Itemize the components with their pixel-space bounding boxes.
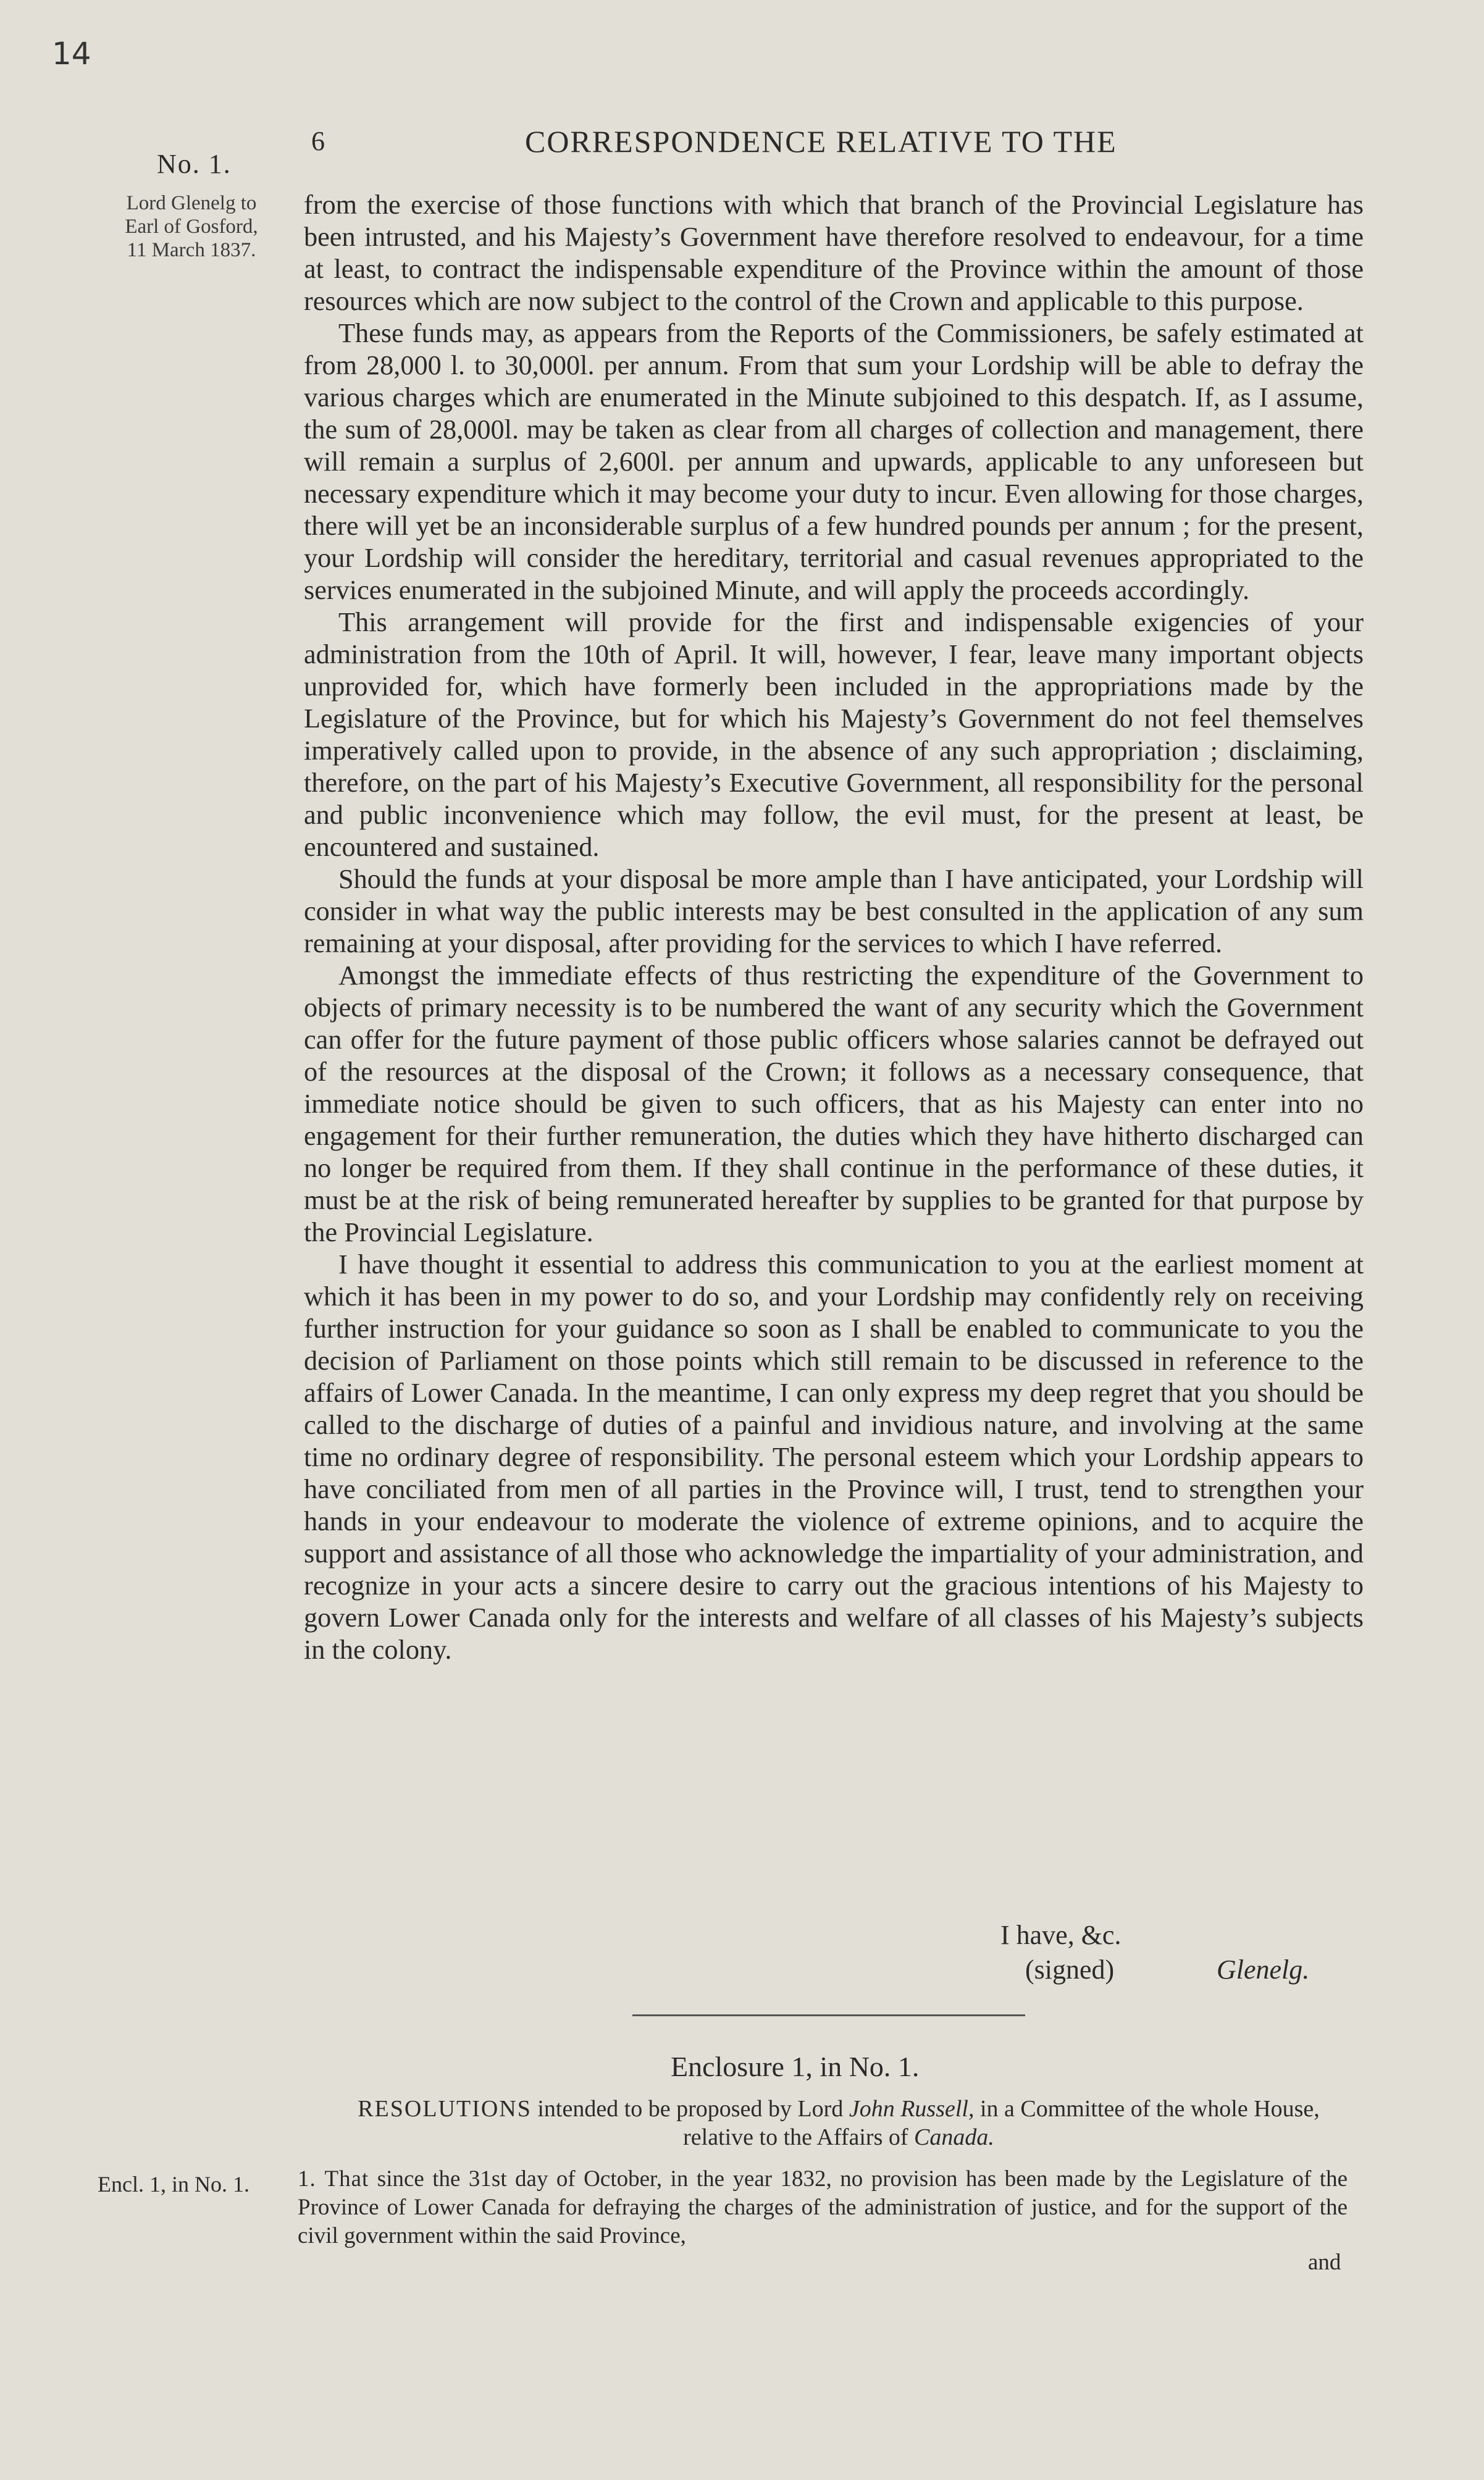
signature: Glenelg. <box>1217 1954 1310 1985</box>
margin-note-line: Earl of Gosford, <box>125 216 258 238</box>
margin-note-line: Lord Glenelg to <box>126 192 257 214</box>
resolution-paragraph <box>298 2165 1348 2250</box>
body-paragraph: I have thought it essential to address this communication to you at the earliest moment at which it has been in my power to do so, and your Lordship may confidently rely on receiving further instruction for your guidance so soon as I shall be enabled to communicate to you the decision of Parliament on those points which still remain to be discussed in reference to the affairs of Lower Canada. In the meantime, I can only express my deep regret that you should be called to the discharge of duties of a painful and invidious nature, and involving at the same time no ordinary degree of responsibility. The personal esteem which your Lordship appears to have conciliated from men of all parties in the Province will, I trust, tend to strengthen your hands in your endeavour to moderate the violence of extreme opinions, and to acquire the support and assistance of all those who acknowledge the impartiality of your administration, and recognize in your acts a sincere desire to carry out the gracious intentions of his Majesty to govern Lower Canada only for the interests and welfare of all classes of his Majesty’s subjects in the colony. <box>304 1249 1364 1665</box>
running-header-title: CORRESPONDENCE RELATIVE TO THE <box>525 124 1117 159</box>
body-paragraph: These funds may, as appears from the Reports of the Commissioners, be safely estimated at from 28,000 l. to 30,000l. per annum. From that sum your Lordship will be able to defray the various charges which are enumerated in the Minute subjoined to this despatch. If, as I assume, the sum of 28,000l. may be taken as clear from all charges of collection and management, there will remain a surplus of 2,600l. per annum and upwards, applicable to any unforeseen but necessary expenditure which it may become your duty to incur. Even allowing for those charges, there will yet be an inconsiderable surplus of a few hundred pounds per annum ; for the present, your Lordship will consider the hereditary, territorial and casual revenues appropriated to the services enumerated in the subjoined Minute, and will apply the proceeds accordingly. <box>304 318 1364 605</box>
header-folio: 6 <box>311 126 325 156</box>
signed-label: (signed) <box>1025 1954 1115 1985</box>
catchword: and <box>1308 2250 1341 2275</box>
resolution-number: 1. That <box>298 2166 369 2192</box>
letter-body <box>304 189 1364 1666</box>
body-paragraph: Should the funds at your disposal be more ample than I have anticipated, your Lordship will consider in what way the public interests may be best consulted in the application of any sum remaining at your disposal, after providing for the services to which I have referred. <box>304 864 1364 958</box>
page-number: 14 <box>52 36 91 72</box>
heading-name: John Russell, <box>849 2096 975 2122</box>
margin-enclosure-ref: Encl. 1, in No. 1. <box>98 2172 249 2197</box>
margin-note-line: 11 March 1837. <box>127 239 256 261</box>
body-paragraph: This arrangement will provide for the first and indispensable exigencies of your administration from the 10th of April. It will, however, I fear, leave many important objects unprovided for, which have formerly been included in the appropriations made by the Legislature of the Province, but for which his Majesty’s Government do not feel themselves imperatively called upon to provide, in the absence of any such appropriation ; disclaiming, therefore, on the part of his Majesty’s Executive Government, all responsibility for the personal and public inconvenience which may follow, the evil must, for the present at least, be encountered and sustained. <box>304 607 1364 862</box>
margin-note <box>99 191 284 262</box>
closing-salutation: I have, &c. <box>1000 1920 1121 1950</box>
resolutions-word: RESOLUTIONS <box>358 2096 532 2122</box>
heading-place: Canada. <box>914 2124 994 2150</box>
resolution-body: since the 31st day of October, in the year 1832, no provision has been made by the Legislature of the Province of Lower Canada for defraying the charges of the administration of justice, and for the support of the civil government within the said Province, <box>298 2166 1348 2248</box>
section-divider <box>632 2014 1025 2016</box>
enclosure-title: Enclosure 1, in No. 1. <box>671 2051 920 2082</box>
body-paragraph: from the exercise of those functions with which that branch of the Provincial Legislature has been intrusted, and his Majesty’s Government have therefore resolved to endeavour, for a time at least, to contract the indispensable expenditure of the Province within the amount of those resources which are now subject to the control of the Crown and applicable to this purpose. <box>304 190 1364 316</box>
body-paragraph: Amongst the immediate effects of thus restricting the expenditure of the Government to objects of primary necessity is to be numbered the want of any security which the Government can offer for the future payment of those public officers whose salaries cannot be defrayed out of the resources at the disposal of the Crown; it follows as a necessary consequence, that immediate notice should be given to such officers, that as his Majesty can enter into no engagement for their further remuneration, the duties which they have hitherto discharged can no longer be required from them. If they shall continue in the performance of these duties, it must be at the risk of being remunerated hereafter by supplies to be granted for that purpose by the Provincial Legislature. <box>304 960 1364 1247</box>
margin-document-number: No. 1. <box>157 149 232 179</box>
resolutions-heading <box>326 2095 1351 2151</box>
heading-text: in a Committee of the whole House, relative to the Affairs of <box>683 2096 1320 2150</box>
heading-text: intended to be proposed by Lord <box>537 2096 844 2122</box>
